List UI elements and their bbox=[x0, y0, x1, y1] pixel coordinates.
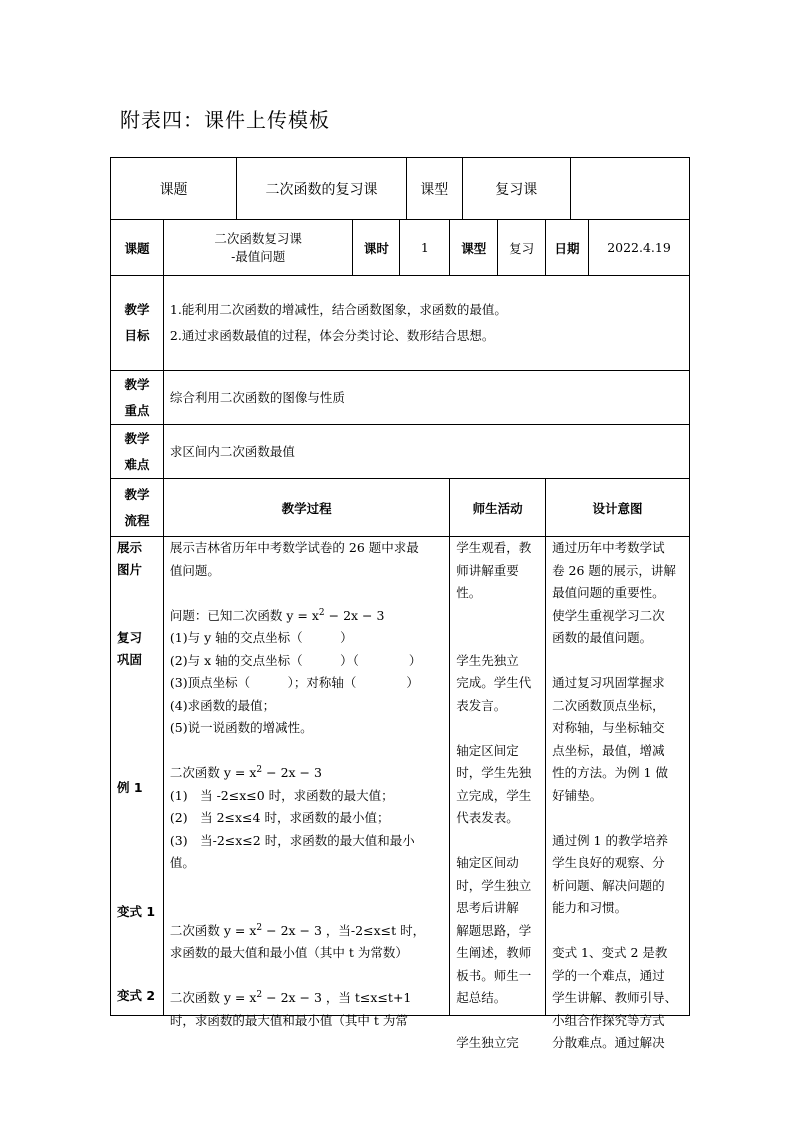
intent-content bbox=[546, 537, 690, 1050]
empty-cell bbox=[570, 158, 689, 220]
goals-content bbox=[163, 276, 689, 371]
activity-line: 完成。学生代 bbox=[456, 675, 532, 690]
activity-line: 学生先独立 bbox=[456, 652, 519, 668]
activity-line: 性。 bbox=[456, 585, 482, 600]
key-point-label: 教学 重点 bbox=[111, 371, 164, 425]
hours-value: 1 bbox=[400, 220, 450, 276]
activity-line bbox=[456, 830, 541, 853]
activity-line: 板书。师生一 bbox=[456, 967, 532, 983]
intent-line: 分散难点。通过解决 bbox=[552, 1035, 665, 1050]
course-summary-table bbox=[110, 157, 690, 220]
date-label: 日期 bbox=[546, 220, 589, 276]
topic-line-1: 二次函数复习课 bbox=[214, 230, 302, 246]
intent-line: 通过历年中考数学试 bbox=[552, 540, 665, 555]
section-labels-cell bbox=[111, 537, 164, 1016]
activity-line: 生阐述，教师 bbox=[456, 945, 532, 960]
topic-label: 课题 bbox=[111, 158, 237, 220]
activity-line: 立完成，学生 bbox=[456, 787, 532, 803]
intent-line: 二次函数顶点坐标， bbox=[552, 697, 665, 713]
page-title: 附表四：课件上传模板 bbox=[120, 108, 330, 132]
activity-line bbox=[456, 717, 541, 740]
flow-label: 教学 流程 bbox=[111, 479, 164, 537]
intent-line: 性的方法。为例 1 做 bbox=[552, 765, 668, 780]
intent-line: 函数的最值问题。 bbox=[552, 630, 653, 645]
difficulty-label: 教学 难点 bbox=[111, 425, 164, 479]
intent-line bbox=[552, 650, 685, 673]
intent-line: 学的一个难点，通过 bbox=[552, 967, 665, 983]
intent-line bbox=[552, 807, 685, 830]
example-statement: 二次函数 $y = x^2 - 2x - 3$ bbox=[169, 764, 322, 780]
key-point-text: 综合利用二次函数的图像与性质 bbox=[163, 371, 689, 425]
activity-line bbox=[456, 627, 541, 650]
intent-line: 卷 26 题的展示，讲解 bbox=[552, 562, 676, 578]
show-label: 展示 图片 bbox=[117, 540, 143, 577]
intent-line: 能力和习惯。 bbox=[552, 900, 628, 915]
variant-2-label: 变式 2 bbox=[117, 988, 156, 1003]
intent-line: 变式 1、变式 2 是教 bbox=[552, 945, 668, 960]
activity-line bbox=[456, 605, 541, 628]
activity-line: 表发言。 bbox=[456, 697, 507, 713]
variant-1-statement: 二次函数 $y = x^2 - 2x - 3$ ，当-2≤x≤t 时， bbox=[169, 922, 426, 938]
example-1-label: 例 1 bbox=[117, 780, 143, 795]
intent-line: 通过复习巩固掌握求 bbox=[552, 675, 665, 690]
variant-2-statement: 二次函数 $y = x^2 - 2x - 3$ ，当 t≤x≤t+1 bbox=[169, 989, 412, 1005]
goal-line-2: 2.通过求函数最值的过程，体会分类讨论、数形结合思想。 bbox=[169, 328, 495, 343]
activity-line: 思考后讲解 bbox=[456, 900, 519, 915]
difficulty-text: 求区间内二次函数最值 bbox=[163, 425, 689, 479]
activity-content bbox=[450, 537, 546, 1050]
type-value: 复习课 bbox=[462, 158, 570, 220]
review-label: 复习 巩固 bbox=[117, 630, 143, 667]
variant-1-label: 变式 1 bbox=[117, 904, 156, 919]
activity-line bbox=[456, 1010, 541, 1033]
activity-line: 时，学生先独 bbox=[456, 765, 532, 780]
activity-line: 起总结。 bbox=[456, 990, 507, 1005]
intent-line: 使学生重视学习二次 bbox=[552, 607, 665, 623]
intent-line: 最值问题的重要性。 bbox=[552, 585, 665, 600]
topic-label: 课题 bbox=[111, 220, 164, 276]
intent-line: 学生良好的观察、分 bbox=[552, 855, 665, 870]
intent-line bbox=[552, 920, 685, 943]
problem-statement: 问题：已知二次函数 $y = x^2 - 2x - 3$ bbox=[169, 607, 385, 623]
process-header: 教学过程 bbox=[163, 479, 449, 537]
type-value: 复习 bbox=[498, 220, 546, 276]
activity-line: 轴定区间动 bbox=[456, 855, 519, 870]
activity-line: 时，学生独立 bbox=[456, 877, 532, 893]
intent-line: 析问题、解决问题的 bbox=[552, 877, 665, 893]
activity-line: 学生观看，教 bbox=[456, 540, 532, 555]
topic-value bbox=[163, 220, 353, 276]
activity-header: 师生活动 bbox=[450, 479, 546, 537]
intent-line: 小组合作探究等方式 bbox=[552, 1012, 665, 1028]
intent-line: 学生讲解、教师引导、 bbox=[552, 990, 678, 1005]
process-content: 展示吉林省历年中考数学试卷的 26 题中求最 值问题。 问题：已知二次函数 $y = x^2 - 2x - 3$ (1)与 y 轴的交点坐标（ ） (2)与 x 轴的交点坐标（ ）（ ） (3)顶点坐标（ ）；对称轴（ ） (4)求函数的最值； (5)说一说函数的增减性。 二次函数 $y = x^2 - 2x - 3$ (1) 当 -2≤x≤0 时，求函数的最大值； (2) 当 2≤x≤4 时，求函数的最小值； (3) 当-2≤x≤2 时，求函数的最大值和最小 值。 二次函数 $y = x^2 - 2x - 3$ ，当-2≤x≤t 时， 求函数的最大值和最小值（其中 t 为常数） 二次函数 $y = x^2 - 2x - 3$ ，当 t≤x≤t+1 时，求函数的最大值和最小值（其中 t 为常 bbox=[163, 537, 449, 1016]
lesson-plan-table bbox=[110, 219, 690, 1050]
goal-line-1: 1.能利用二次函数的增减性，结合函数图象，求函数的最值。 bbox=[169, 302, 507, 317]
type-label: 课型 bbox=[406, 158, 462, 220]
intent-header: 设计意图 bbox=[546, 479, 690, 537]
type-label: 课型 bbox=[450, 220, 498, 276]
activity-line: 代表发表。 bbox=[456, 810, 519, 825]
intent-line: 好铺垫。 bbox=[552, 787, 603, 803]
topic-value: 二次函数的复习课 bbox=[237, 158, 407, 220]
intent-line: 点坐标，最值，增减 bbox=[552, 742, 665, 758]
intent-line: 对称轴，与坐标轴交 bbox=[552, 720, 665, 735]
activity-line: 解题思路，学 bbox=[456, 922, 532, 938]
topic-line-2: -最值问题 bbox=[231, 248, 286, 264]
activity-line: 师讲解重要 bbox=[456, 562, 519, 578]
hours-label: 课时 bbox=[353, 220, 400, 276]
activity-line: 学生独立完 bbox=[456, 1035, 519, 1050]
intent-line: 通过例 1 的教学培养 bbox=[552, 832, 668, 848]
date-value: 2022.4.19 bbox=[589, 220, 690, 276]
goals-label: 教学 目标 bbox=[111, 276, 164, 371]
activity-line: 轴定区间定 bbox=[456, 742, 519, 758]
